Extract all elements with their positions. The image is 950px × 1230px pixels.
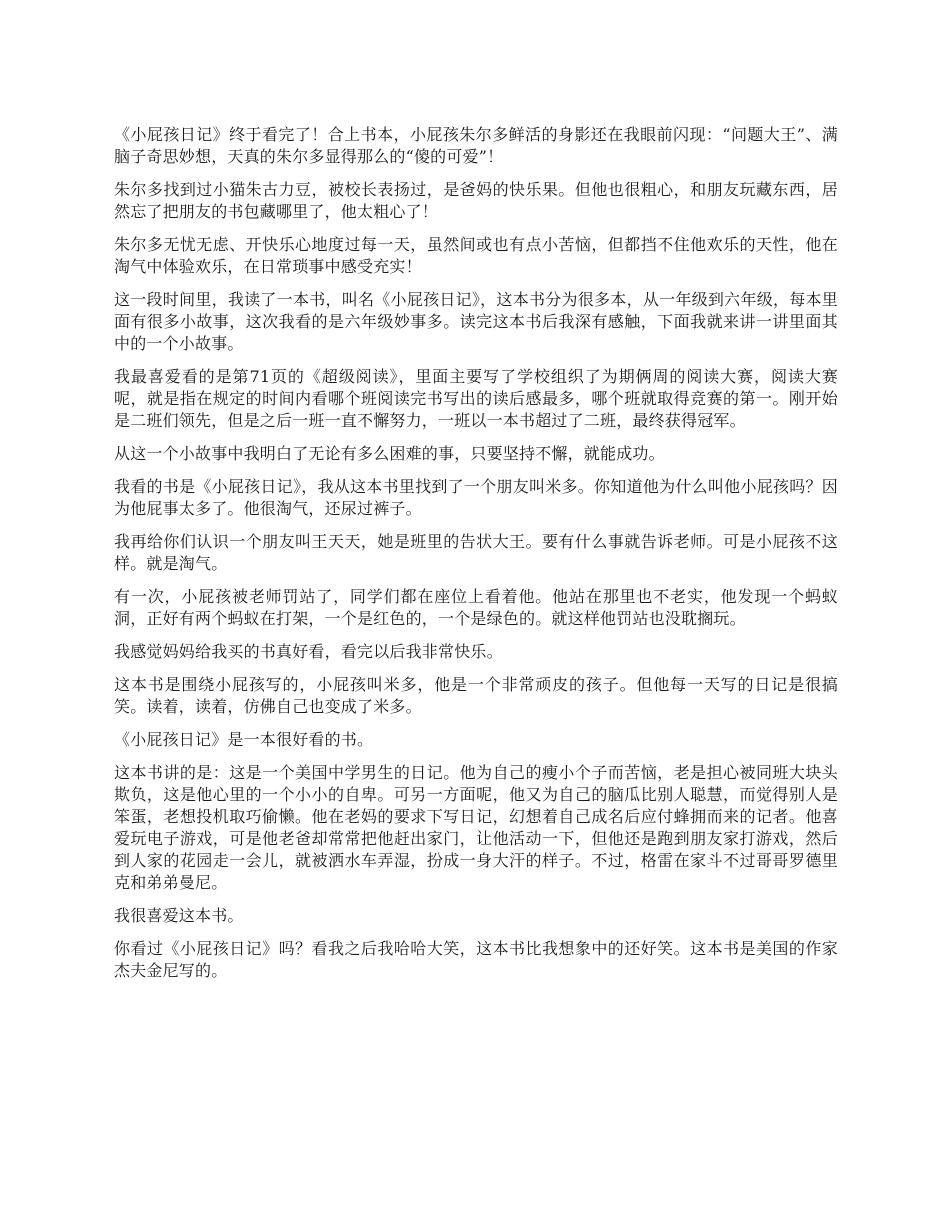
paragraph: 从这一个小故事中我明白了无论有多么困难的事，只要坚持不懈，就能成功。: [114, 444, 665, 463]
paragraph: 我看的书是《小屁孩日记》，我从这本书里找到了一个朋友叫米多。你知道他为什么叫他小屁孩吗？因为他屁事太多了。他很淘气，还尿过裤子。: [114, 477, 838, 518]
paragraph: 我很喜爱这本书。: [114, 906, 244, 925]
paragraph: 朱尔多找到过小猫朱古力豆，被校长表扬过，是爸妈的快乐果。但他也很粗心，和朋友玩藏东西，居然忘了把朋友的书包藏哪里了，他太粗心了！: [114, 180, 838, 221]
paragraph: 这本书是围绕小屁孩写的，小屁孩叫米多，他是一个非常顽皮的孩子。但他每一天写的日记是很搞笑。读着，读着，仿佛自己也变成了米多。: [114, 675, 838, 716]
paragraph: 朱尔多无忧无虑、开快乐心地度过每一天，虽然间或也有点小苦恼，但都挡不住他欢乐的天性，他在淘气中体验欢乐，在日常琐事中感受充实！: [114, 235, 838, 276]
paragraph: 你看过《小屁孩日记》吗？看我之后我哈哈大笑，这本书比我想象中的还好笑。这本书是美国的作家杰夫金尼写的。: [114, 939, 838, 980]
document-body: [114, 124, 838, 993]
paragraph: 我再给你们认识一个朋友叫王天天，她是班里的告状大王。要有什么事就告诉老师。可是小屁孩不这样。就是淘气。: [114, 532, 838, 573]
paragraph: 我最喜爱看的是第71页的《超级阅读》，里面主要写了学校组织了为期俩周的阅读大赛，阅读大赛呢，就是指在规定的时间内看哪个班阅读完书写出的读后感最多，哪个班就取得竞赛的第一。刚开始是二班们领先，但是之后一班一直不懈努力，一班以一本书超过了二班，最终获得冠军。: [114, 367, 838, 430]
paragraph: 《小屁孩日记》终于看完了！合上书本，小屁孩朱尔多鲜活的身影还在我眼前闪现：“问题大王”、满脑子奇思妙想，天真的朱尔多显得那么的“傻的可爱”！: [114, 125, 838, 166]
paragraph: 有一次，小屁孩被老师罚站了，同学们都在座位上看着他。他站在那里也不老实，他发现一个蚂蚁洞，正好有两个蚂蚁在打架，一个是红色的，一个是绿色的。就这样他罚站也没耽搁玩。: [114, 587, 838, 628]
paragraph: 《小屁孩日记》是一本很好看的书。: [114, 730, 374, 749]
paragraph: 这一段时间里，我读了一本书，叫名《小屁孩日记》，这本书分为很多本，从一年级到六年级，每本里面有很多小故事，这次我看的是六年级妙事多。读完这本书后我深有感触，下面我就来讲一讲里面其中的一个小故事。: [114, 290, 838, 353]
paragraph: 我感觉妈妈给我买的书真好看，看完以后我非常快乐。: [114, 642, 503, 661]
paragraph: 这本书讲的是：这是一个美国中学男生的日记。他为自己的瘦小个子而苦恼，老是担心被同班大块头欺负，这是他心里的一个小小的自卑。可另一方面呢，他又为自己的脑瓜比别人聪慧，而觉得别人是笨蛋，老想投机取巧偷懒。他在老妈的要求下写日记，幻想着自己成名后应付蜂拥而来的记者。他喜爱玩电子游戏，可是他老爸却常常把他赶出家门，让他活动一下，但他还是跑到朋友家打游戏，然后到人家的花园走一会儿，就被洒水车弄湿，扮成一身大汗的样子。不过，格雷在家斗不过哥哥罗德里克和弟弟曼尼。: [114, 763, 838, 892]
